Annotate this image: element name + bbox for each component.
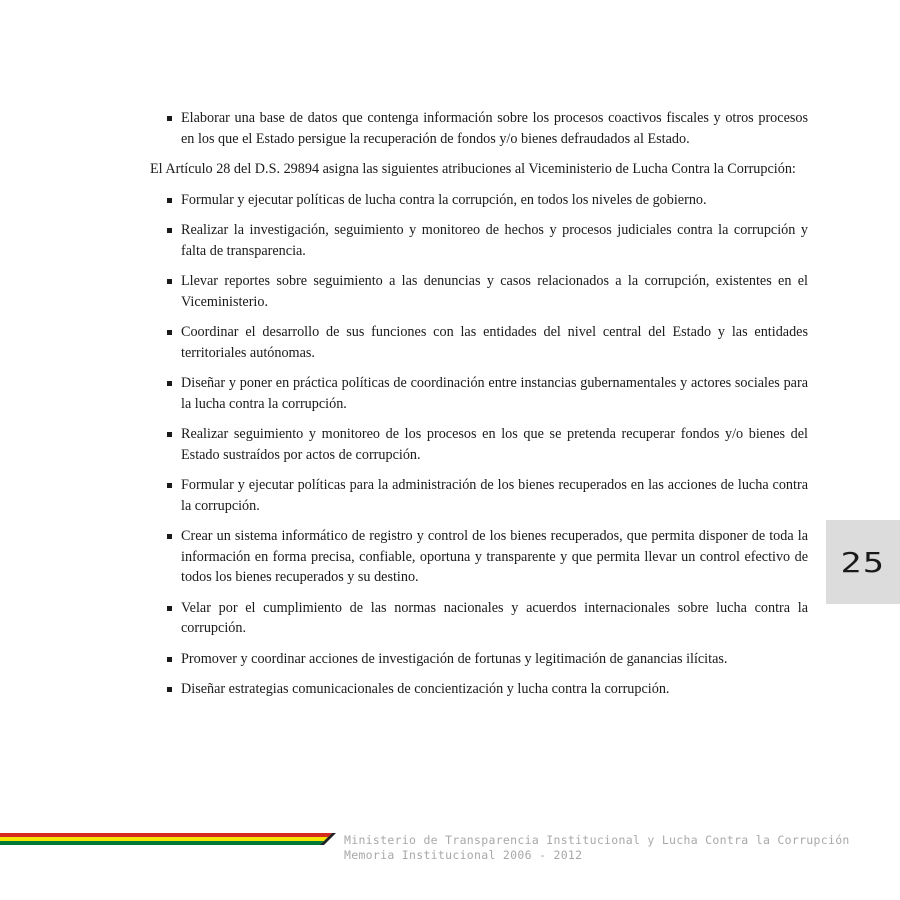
bullet-marker (167, 198, 172, 203)
list-item (150, 649, 808, 670)
list-item-text: Velar por el cumplimiento de las normas nacionales y acuerdos internacionales sobre lucha contra la corrupción. (181, 599, 808, 636)
bullet-marker (167, 483, 172, 488)
list-item-text: Crear un sistema informático de registro y control de los bienes recuperados, que permita disponer de toda la información en forma precisa, confiable, oportuna y transparente y que permita llevar un control efectivo de todos los bienes recuperados y su destino. (181, 528, 808, 585)
list-item (150, 220, 808, 261)
bullet-marker (167, 606, 172, 611)
list-item (150, 679, 808, 700)
list-item (150, 598, 808, 639)
list-item-text: Formular y ejecutar políticas para la administración de los bienes recuperados en las acciones de lucha contra la corrupción. (181, 477, 808, 514)
list-item-text: Realizar seguimiento y monitoreo de los procesos en los que se pretenda recuperar fondos y/o bienes del Estado sustraídos por actos de corrupción. (181, 426, 808, 463)
list-item-text: Diseñar y poner en práctica políticas de coordinación entre instancias gubernamentales y actores sociales para la lucha contra la corrupción. (181, 375, 808, 412)
intro-paragraph: El Artículo 28 del D.S. 29894 asigna las siguientes atribuciones al Viceministerio de Lucha Contra la Corrupción: (150, 161, 796, 177)
bullet-marker (167, 381, 172, 386)
bullet-marker (167, 116, 172, 121)
flag-stripe-green (0, 841, 322, 845)
list-item-text: Diseñar estrategias comunicacionales de concientización y lucha contra la corrupción. (181, 681, 670, 697)
attributions-list (150, 190, 808, 700)
bullet-marker (167, 279, 172, 284)
list-item (150, 108, 808, 149)
flag-end-icon (320, 833, 336, 845)
list-item-text: Llevar reportes sobre seguimiento a las denuncias y casos relacionados a la corrupción, existentes en el Viceministerio. (181, 273, 808, 310)
bullet-marker (167, 657, 172, 662)
bullet-marker (167, 687, 172, 692)
page-number-tab (826, 520, 900, 604)
footer-line-1: Ministerio de Transparencia Institucional y Lucha Contra la Corrupción (344, 833, 850, 847)
bullet-marker (167, 228, 172, 233)
list-item-text: Formular y ejecutar políticas de lucha contra la corrupción, en todos los niveles de gobierno. (181, 191, 707, 208)
list-item (150, 424, 808, 465)
footer-line-2: Memoria Institucional 2006 - 2012 (344, 848, 583, 862)
list-item-text: Realizar la investigación, seguimiento y monitoreo de hechos y procesos judiciales contra la corrupción y falta de transparencia. (181, 222, 808, 259)
footer (344, 833, 850, 863)
bullet-marker (167, 330, 172, 335)
list-item-text: Elaborar una base de datos que contenga información sobre los procesos coactivos fiscales y otros procesos en los que el Estado persigue la recuperación de fondos y/o bienes defraudados al Estado. (181, 110, 808, 147)
list-item-text: Coordinar el desarrollo de sus funciones con las entidades del nivel central del Estado y las entidades territoriales autónomas. (181, 324, 808, 361)
list-item (150, 271, 808, 312)
bullet-marker (167, 534, 172, 539)
document-body (150, 108, 808, 710)
list-item (150, 373, 808, 414)
list-item-text: Promover y coordinar acciones de investigación de fortunas y legitimación de ganancias ilícitas. (181, 650, 728, 667)
list-item (150, 190, 808, 211)
page-number: 25 (840, 545, 886, 579)
list-item (150, 322, 808, 363)
bullet-marker (167, 432, 172, 437)
list-item (150, 526, 808, 588)
list-item (150, 475, 808, 516)
